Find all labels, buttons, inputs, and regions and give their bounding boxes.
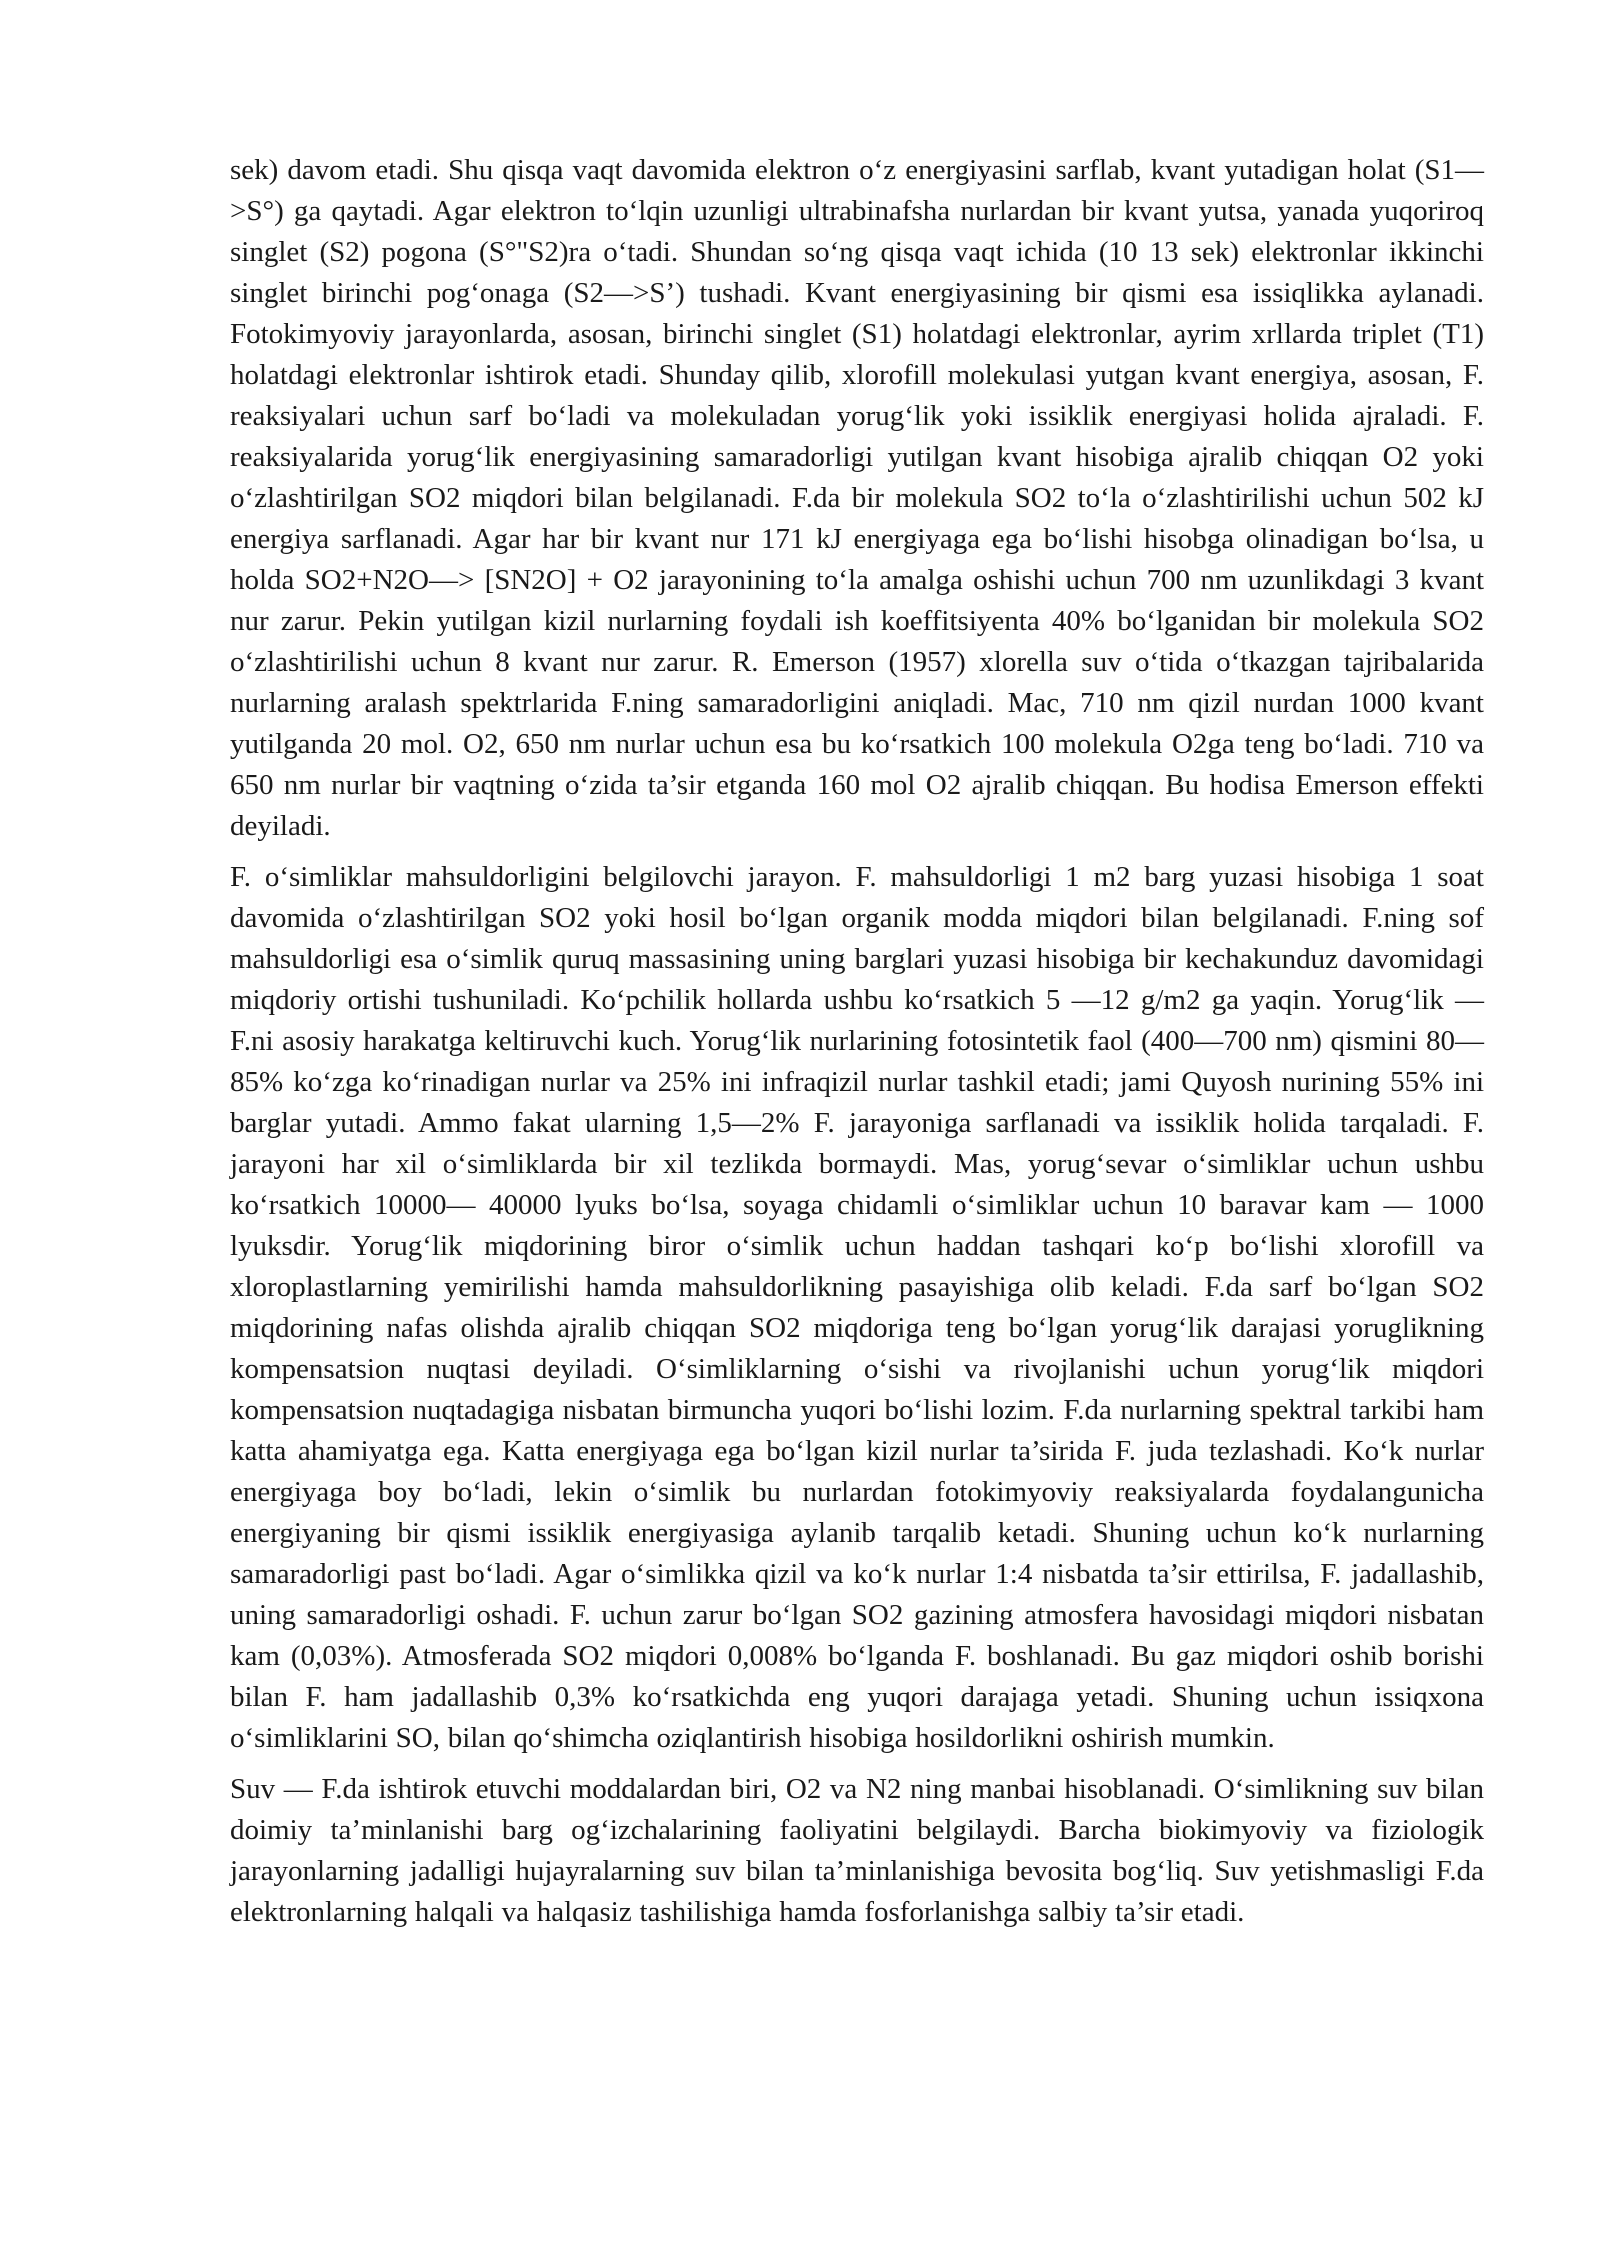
document-body — [230, 150, 1484, 1943]
paragraph-water-role: Suv — F.da ishtirok etuvchi moddalardan biri, O2 va N2 ning manbai hisoblanadi. O‘simlikning suv bilan doimiy ta’minlanishi barg og‘izchalarining faoliyatini belgilaydi. Barcha biokimyoviy va fiziologik jarayonlarning jadalligi hujayralarning suv bilan ta’minlanishiga bevosita bog‘liq. Suv yetishmasligi F.da elektronlarning halqali va halqasiz tashilishiga hamda fosforlanishga salbiy ta’sir etadi. — [230, 1773, 1484, 1928]
paragraph-plant-productivity: F. o‘simliklar mahsuldorligini belgilovchi jarayon. F. mahsuldorligi 1 m2 barg yuzasi hisobiga 1 soat davomida o‘zlashtirilgan SO2 yoki hosil bo‘lgan organik modda miqdori bilan belgilanadi. F.ning sof mahsuldorligi esa o‘simlik quruq massasining uning barglari yuzasi hisobiga bir kechakunduz davomidagi miqdoriy ortishi tushuniladi. Ko‘pchilik hollarda ushbu ko‘rsatkich 5 —12 g/m2 ga yaqin. Yorug‘lik — F.ni asosiy harakatga keltiruvchi kuch. Yorug‘lik nurlarining fotosintetik faol (400—700 nm) qismini 80— 85% ko‘zga ko‘rinadigan nurlar va 25% ini infraqizil nurlar tashkil etadi; jami Quyosh nurining 55% ini barglar yutadi. Ammo fakat ularning 1,5—2% F. jarayoniga sarflanadi va issiklik holida tarqaladi. F. jarayoni har xil o‘simliklarda bir xil tezlikda bormaydi. Mas, yorug‘sevar o‘simliklar uchun ushbu ko‘rsatkich 10000— 40000 lyuks bo‘lsa, soyaga chidamli o‘simliklar uchun 10 baravar kam — 1000 lyuksdir. Yorug‘lik miqdorining biror o‘simlik uchun haddan tashqari ko‘p bo‘lishi xlorofill va xloroplastlarning yemirilishi hamda mahsuldorlikning pasayishiga olib keladi. F.da sarf bo‘lgan SO2 miqdorining nafas olishda ajralib chiqqan SO2 miqdoriga teng bo‘lgan yorug‘lik darajasi yoruglikning kompensatsion nuqtasi deyiladi. O‘simliklarning o‘sishi va rivojlanishi uchun yorug‘lik miqdori kompensatsion nuqtadagiga nisbatan birmuncha yuqori bo‘lishi lozim. F.da nurlarning spektral tarkibi ham katta ahamiyatga ega. Katta energiyaga ega bo‘lgan kizil nurlar ta’sirida F. juda tezlashadi. Ko‘k nurlar energiyaga boy bo‘ladi, lekin o‘simlik bu nurlardan fotokimyoviy reaksiyalarda foydalangunicha energiyaning bir qismi issiklik energiyasiga aylanib tarqalib ketadi. Shuning uchun ko‘k nurlarning samaradorligi past bo‘ladi. Agar o‘simlikka qizil va ko‘k nurlar 1:4 nisbatda ta’sir ettirilsa, F. jadallashib, uning samaradorligi oshadi. F. uchun zarur bo‘lgan SO2 gazining atmosfera havosidagi miqdori nisbatan kam (0,03%). Atmosferada SO2 miqdori 0,008% bo‘lganda F. boshlanadi. Bu gaz miqdori oshib borishi bilan F. ham jadallashib 0,3% ko‘rsatkichda eng yuqori darajaga yetadi. Shuning uchun issiqxona o‘simliklarini SO, bilan qo‘shimcha oziqlantirish hisobiga hosildorlikni oshirish mumkin. — [230, 861, 1484, 1754]
paragraph-photosynthesis-quantum: sek) davom etadi. Shu qisqa vaqt davomida elektron o‘z energiyasini sarflab, kvant yutadigan holat (S1—>S°) ga qaytadi. Agar elektron to‘lqin uzunligi ultrabinafsha nurlardan bir kvant yutsa, yanada yuqoriroq singlet (S2) pogona (S°"S2)ra o‘tadi. Shundan so‘ng qisqa vaqt ichida (10 13 sek) elektronlar ikkinchi singlet birinchi pog‘onaga (S2—>S’) tushadi. Kvant energiyasining bir qismi esa issiqlikka aylanadi. Fotokimyoviy jarayonlarda, asosan, birinchi singlet (S1) holatdagi elektronlar, ayrim xrllarda triplet (T1) holatdagi elektronlar ishtirok etadi. Shunday qilib, xlorofill molekulasi yutgan kvant energiya, asosan, F. reaksiyalari uchun sarf bo‘ladi va molekuladan yorug‘lik yoki issiklik energiyasi holida ajraladi. F. reaksiyalarida yorug‘lik energiyasining samaradorligi yutilgan kvant hisobiga ajralib chiqqan O2 yoki o‘zlashtirilgan SO2 miqdori bilan belgilanadi. F.da bir molekula SO2 to‘la o‘zlashtirilishi uchun 502 kJ energiya sarflanadi. Agar har bir kvant nur 171 kJ energiyaga ega bo‘lishi hisobga olinadigan bo‘lsa, u holda SO2+N2O—> [SN2O] + O2 jarayonining to‘la amalga oshishi uchun 700 nm uzunlikdagi 3 kvant nur zarur. Pekin yutilgan kizil nurlarning foydali ish koeffitsiyenta 40% bo‘lganidan bir molekula SO2 o‘zlashtirilishi uchun 8 kvant nur zarur. R. Emerson (1957) xlorella suv o‘tida o‘tkazgan tajribalarida nurlarning aralash spektrlarida F.ning samaradorligini aniqladi. Mac, 710 nm qizil nurdan 1000 kvant yutilganda 20 mol. O2, 650 nm nurlar uchun esa bu ko‘rsatkich 100 molekula O2ga teng bo‘ladi. 710 va 650 nm nurlar bir vaqtning o‘zida ta’sir etganda 160 mol O2 ajralib chiqqan. Bu hodisa Emerson effekti deyiladi. — [230, 154, 1484, 842]
